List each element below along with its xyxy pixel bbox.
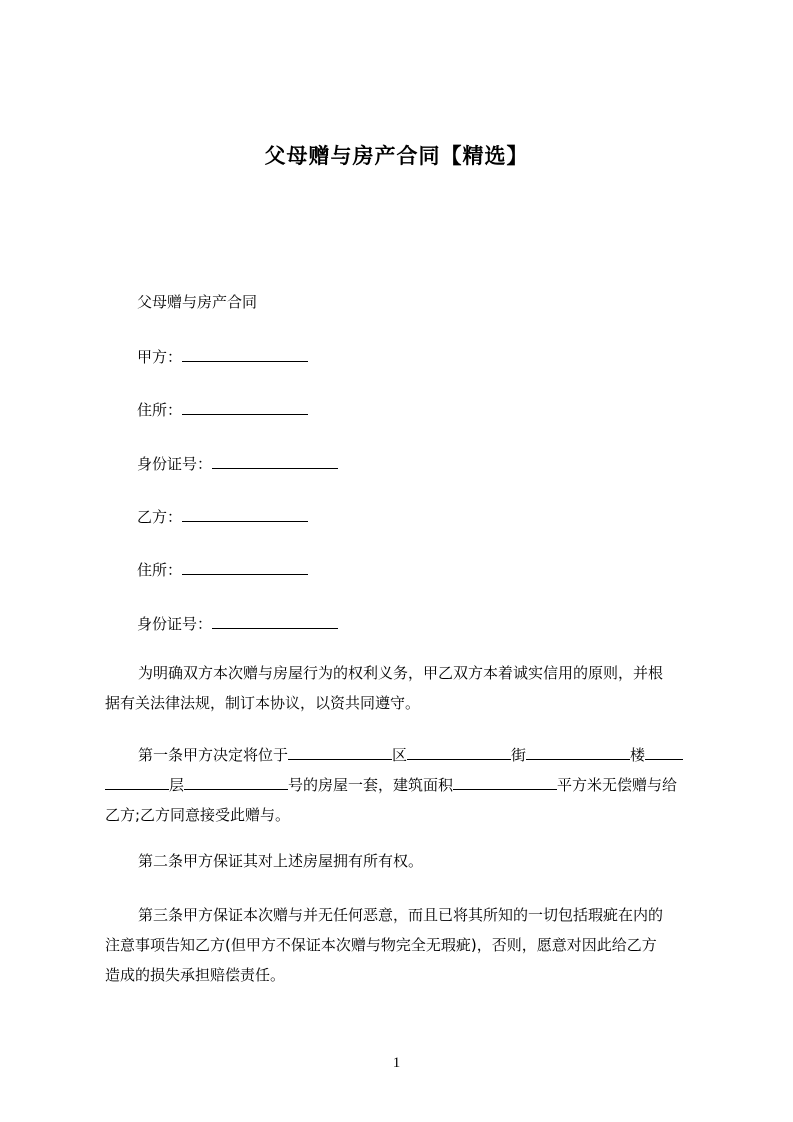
article-1-line-1	[105, 740, 701, 770]
street-blank	[526, 742, 630, 760]
number-blank	[184, 772, 288, 790]
party-a-address-line	[137, 397, 308, 421]
area-blank	[453, 772, 557, 790]
article-1-text-1: 第一条甲方决定将位于	[138, 746, 289, 764]
location-blank	[288, 742, 392, 760]
article-3-line-2: 注意事项告知乙方(但甲方不保证本次赠与物完全无瑕疵)，否则，愿意对因此给乙方	[105, 936, 657, 954]
floor-blank	[105, 772, 169, 790]
preamble-line-1: 为明确双方本次赠与房屋行为的权利义务，甲乙双方本着诚实信用的原则，并根	[138, 664, 664, 682]
party-b-address-line	[137, 557, 308, 581]
district-label: 区	[392, 746, 408, 764]
party-b-address-blank	[182, 557, 308, 575]
party-a-id-label: 身份证号：	[137, 455, 213, 473]
party-b-line	[137, 504, 308, 528]
preamble-line-2: 据有关法律法规，制订本协议，以资共同遵守。	[105, 694, 421, 712]
article-1-line-3: 乙方;乙方同意接受此赠与。	[105, 806, 291, 824]
article-2-paragraph	[105, 846, 701, 876]
article-1-text-2: 号的房屋一套，建筑面积	[288, 776, 454, 794]
article-3-line-1: 第三条甲方保证本次赠与并无任何恶意，而且已将其所知的一切包括瑕疵在内的	[138, 906, 664, 924]
page-number: 1	[392, 1055, 401, 1071]
party-a-address-label: 住所：	[137, 401, 183, 419]
preamble-paragraph	[105, 658, 701, 718]
floor-label: 层	[169, 776, 185, 794]
contract-subtitle: 父母赠与房产合同	[137, 293, 258, 311]
article-2-line-1: 第二条甲方保证其对上述房屋拥有所有权。	[138, 852, 424, 870]
article-1-line-2	[105, 770, 701, 800]
party-a-label: 甲方：	[137, 348, 183, 366]
article-3-paragraph	[105, 900, 701, 990]
party-a-line	[137, 344, 308, 368]
building-blank	[645, 742, 683, 760]
party-a-id-line	[137, 451, 338, 475]
building-label: 楼	[630, 746, 646, 764]
party-a-id-blank	[212, 451, 338, 469]
article-1-text-3: 平方米无偿赠与给	[557, 776, 678, 794]
party-b-address-label: 住所：	[137, 561, 183, 579]
party-b-id-blank	[212, 611, 338, 629]
article-1-paragraph	[105, 740, 701, 830]
party-a-address-blank	[182, 397, 308, 415]
party-b-label: 乙方：	[137, 508, 183, 526]
street-label: 街	[511, 746, 527, 764]
district-blank	[407, 742, 511, 760]
party-b-blank	[182, 504, 308, 522]
party-b-id-line	[137, 611, 338, 635]
page-title: 父母赠与房产合同【精选】	[264, 144, 529, 168]
article-3-line-3: 造成的损失承担赔偿责任。	[105, 966, 286, 984]
party-a-blank	[182, 344, 308, 362]
party-b-id-label: 身份证号：	[137, 615, 213, 633]
